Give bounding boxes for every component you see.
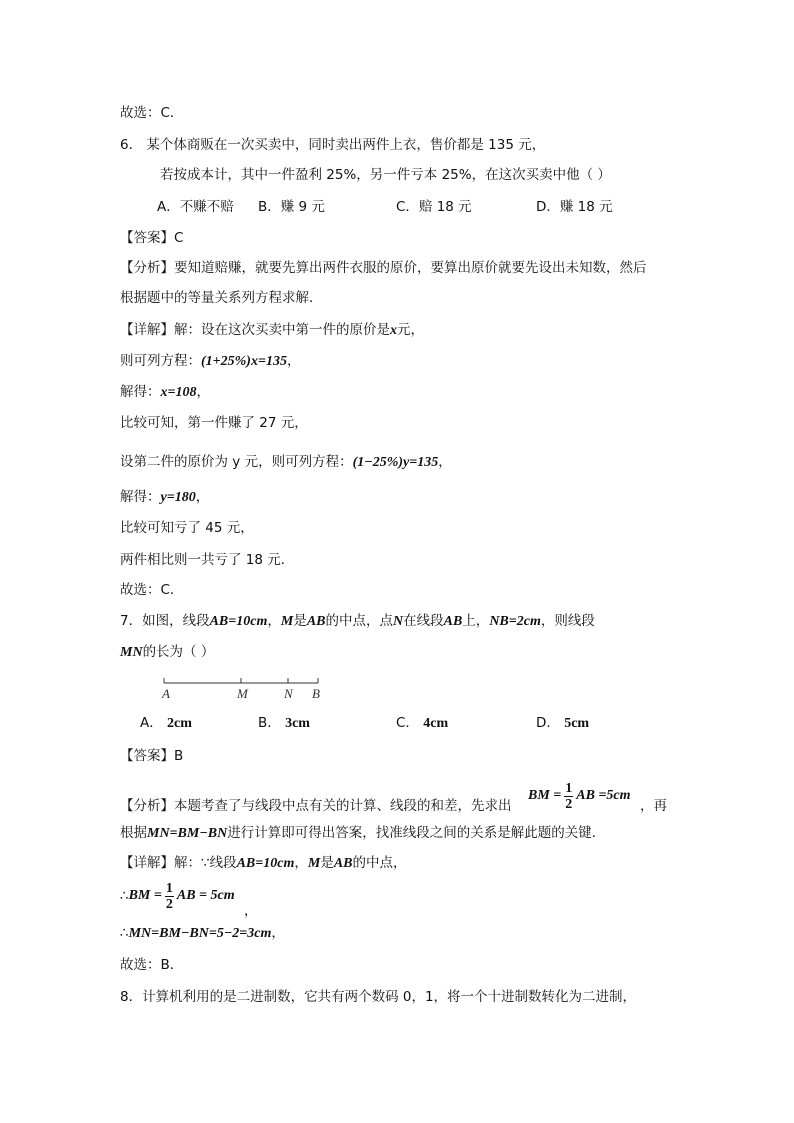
text-line: [120, 988, 636, 1006]
text-line: [120, 643, 214, 661]
math-expression: MN=BM−BN: [147, 826, 228, 841]
math-expression: NB=2cm: [489, 614, 541, 629]
text-segment: 设第二件的原价为 y 元，则可列方程：: [120, 454, 353, 470]
text-segment: 解得：: [120, 384, 161, 400]
text-line: [120, 229, 183, 247]
text-line: [120, 383, 210, 401]
point-n-label: N: [284, 686, 293, 701]
text-segment: 故选：B．: [120, 957, 184, 973]
q6-option-c: C．赔 18 元: [396, 199, 472, 215]
text-segment: 进行计算即可得出答案，找准线段之间的关系是解此题的关键．: [227, 825, 606, 841]
text-line: [120, 581, 183, 599]
text-segment: 上，: [462, 613, 490, 629]
text-line: [120, 612, 595, 630]
math-expression: x: [390, 323, 397, 338]
text-line: [120, 352, 300, 370]
text-segment: ，: [438, 454, 452, 470]
math-expression: AB: [306, 614, 326, 629]
text-segment: 6． 某个体商贩在一次买卖中，同时卖出两件上衣，售价都是 135 元，: [120, 137, 546, 153]
denominator: 2: [165, 896, 173, 912]
comma: ，: [244, 903, 258, 919]
text-line: [120, 924, 285, 942]
therefore-symbol: ∴: [120, 888, 129, 904]
fraction-half: [564, 781, 573, 812]
text-segment: 若按成本计，其中一件盈利 25%，另一件亏本 25%，在这次买卖中他（ ）: [160, 167, 611, 183]
text-line: [120, 519, 254, 537]
text-segment: 元，: [397, 322, 424, 338]
math-expression: MN: [120, 645, 143, 660]
text-segment: ，: [271, 925, 285, 941]
math-expression: M: [307, 856, 321, 871]
text-line: [120, 551, 294, 569]
math-lhs: BM =: [128, 888, 162, 903]
math-expression: (1+25%)x=135: [201, 354, 287, 369]
text-segment: 解得：: [120, 489, 161, 505]
denominator: 2: [565, 796, 573, 812]
math-expression: N: [393, 614, 404, 629]
option-value: 2cm: [167, 716, 192, 731]
q7-option-b: [258, 714, 310, 733]
q6-option-b: B．赚 9 元: [258, 199, 325, 215]
option-letter: C．: [396, 715, 419, 731]
text-segment: ，: [286, 353, 301, 369]
math-expression: MN=BM−BN=5−2=3cm: [128, 926, 272, 941]
text-segment: 两件相比则一共亏了 18 元．: [120, 552, 295, 568]
option-letter: B．: [258, 715, 281, 731]
text-segment: ∴: [120, 925, 129, 941]
text-segment: 根据: [120, 825, 147, 841]
point-b-label: B: [312, 686, 320, 701]
text-segment: 8．计算机利用的是二进制数，它共有两个数码 0，1，将一个十进制数转化为二进制，: [120, 989, 637, 1005]
math-expression: x=108: [160, 385, 197, 400]
text-line: [120, 414, 308, 432]
text-line: [120, 824, 605, 842]
text-segment: 则可列方程：: [120, 353, 201, 369]
text-segment: 比较可知亏了 45 元，: [120, 520, 254, 536]
q7-bm-line: [120, 880, 235, 912]
numerator: 1: [165, 880, 173, 896]
numerator: 1: [565, 780, 573, 796]
text-segment: 根据题中的等量关系列方程求解．: [120, 290, 323, 306]
point-a-label: A: [162, 686, 170, 701]
text-segment: 故选：C．: [120, 105, 184, 121]
q7-analysis-math: [528, 780, 631, 812]
text-segment: ，: [267, 613, 281, 629]
text-line: [120, 854, 407, 872]
text-line: [120, 104, 183, 122]
option-value: 3cm: [285, 716, 310, 731]
text-line: [120, 488, 209, 506]
option-letter: D．: [536, 715, 560, 731]
q6-option-d: D．赚 18 元: [536, 199, 613, 215]
math-expression: y=180: [160, 490, 196, 505]
math-rhs: AB = 5cm: [176, 888, 235, 903]
text-segment: ，: [294, 855, 308, 871]
analysis-suffix: ，再: [640, 798, 667, 814]
text-segment: 故选：C．: [120, 582, 184, 598]
text-line: [120, 136, 545, 154]
text-segment: 在线段: [403, 613, 444, 629]
text-segment: 的中点，: [352, 855, 407, 871]
q6-option-a: A．不赚不赔: [157, 199, 234, 215]
text-segment: 【分析】要知道赔赚，就要先算出两件衣服的原价，要算出原价就要先设出未知数，然后: [120, 260, 647, 276]
text-segment: 【答案】B: [120, 748, 184, 764]
text-segment: ，则线段: [540, 613, 595, 629]
math-expression: AB=10cm: [209, 614, 268, 629]
text-segment: ，: [195, 489, 210, 505]
text-segment: 【详解】解：∵线段: [120, 855, 237, 871]
math-lhs: BM =: [528, 788, 562, 803]
q7-option-d: [536, 714, 589, 733]
math-expression: AB=10cm: [236, 856, 295, 871]
text-segment: 【详解】解：设在这次买卖中第一件的原价是: [120, 322, 390, 338]
text-line: [120, 289, 323, 307]
line-segment-diagram: [160, 672, 330, 702]
text-segment: 的中点，点: [325, 613, 393, 629]
text-segment: 比较可知，第一件赚了 27 元，: [120, 415, 308, 431]
text-segment: 【答案】C: [120, 230, 184, 246]
option-value: 4cm: [423, 716, 449, 731]
text-line: [120, 259, 647, 277]
text-segment: 是: [320, 855, 334, 871]
text-line: [160, 166, 611, 184]
text-line: [120, 321, 424, 339]
text-segment: ，: [196, 384, 210, 400]
text-line: [120, 747, 183, 765]
math-expression: (1−25%)y=135: [352, 455, 439, 470]
option-letter: A．: [140, 715, 163, 731]
math-expression: AB: [443, 614, 463, 629]
math-expression: AB: [333, 856, 353, 871]
text-segment: 的长为（ ）: [142, 644, 215, 660]
q7-option-c: [396, 714, 448, 733]
text-line: [120, 453, 452, 471]
text-segment: 7．如图，线段: [120, 613, 210, 629]
q7-option-a: [140, 714, 192, 733]
text-line: [120, 956, 183, 974]
math-rhs: AB =5cm: [576, 788, 631, 803]
text-segment: 是: [293, 613, 307, 629]
analysis-text: 【分析】本题考查了与线段中点有关的计算、线段的和差，先求出: [120, 798, 512, 814]
option-value: 5cm: [564, 716, 590, 731]
point-m-label: M: [237, 686, 248, 701]
fraction-half: [165, 881, 174, 912]
math-expression: M: [280, 614, 294, 629]
